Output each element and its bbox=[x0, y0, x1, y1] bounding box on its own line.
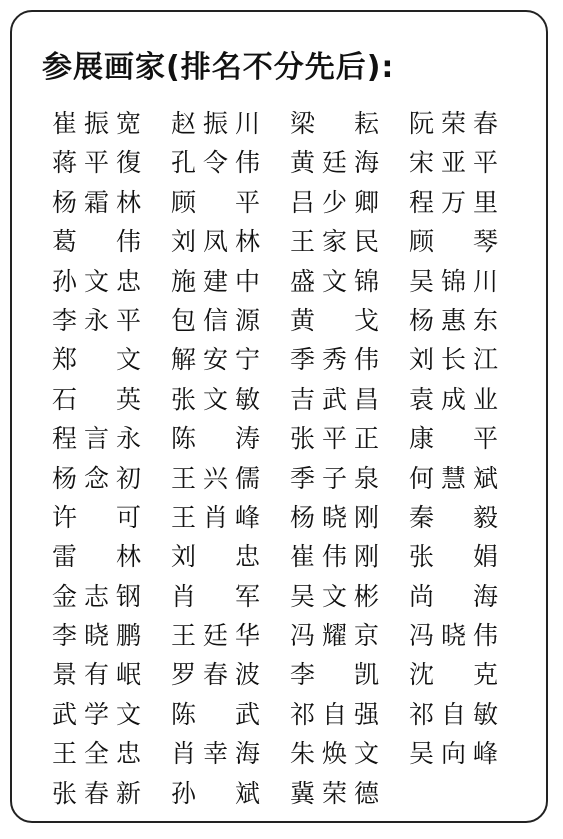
artist-name: 宋 亚 平 bbox=[409, 148, 498, 178]
artist-name: 杨 惠 东 bbox=[409, 305, 498, 335]
artist-name: 刘 凤 林 bbox=[171, 227, 260, 257]
artist-name: 崔 伟 刚 bbox=[290, 542, 379, 572]
artist-name: 秦 毅 bbox=[409, 502, 498, 532]
artist-name: 吉 武 昌 bbox=[290, 384, 379, 414]
artist-name: 刘 长 江 bbox=[409, 345, 498, 375]
artist-name-grid bbox=[52, 104, 528, 813]
artist-name: 冯 晓 伟 bbox=[409, 621, 498, 651]
artist-name: 尚 海 bbox=[409, 581, 498, 611]
artist-name: 顾 平 bbox=[171, 187, 260, 217]
artist-name: 包 信 源 bbox=[171, 305, 260, 335]
artist-name: 孙 文 忠 bbox=[52, 266, 141, 296]
artist-name: 李 凯 bbox=[290, 660, 379, 690]
artist-name: 康 平 bbox=[409, 424, 498, 454]
artist-name: 黄 戈 bbox=[290, 305, 379, 335]
artist-name: 李 晓 鹏 bbox=[52, 621, 141, 651]
artist-name: 吕 少 卿 bbox=[290, 187, 379, 217]
artist-name: 梁 耘 bbox=[290, 109, 379, 138]
artist-name: 肖 幸 海 bbox=[171, 739, 260, 769]
artist-name: 祁 自 强 bbox=[290, 699, 379, 729]
artist-name: 王 家 民 bbox=[290, 227, 379, 257]
artist-name: 金 志 钢 bbox=[52, 581, 141, 611]
artist-name: 孔 令 伟 bbox=[171, 148, 260, 178]
artist-name: 祁 自 敏 bbox=[409, 699, 498, 729]
artist-name: 孙 斌 bbox=[171, 778, 260, 808]
artist-name: 陈 武 bbox=[171, 699, 260, 729]
artist-name: 景 有 岷 bbox=[52, 660, 141, 690]
artist-name: 武 学 文 bbox=[52, 699, 141, 729]
artist-name: 许 可 bbox=[52, 502, 141, 532]
artist-name: 盛 文 锦 bbox=[290, 266, 379, 296]
artist-name: 杨 霜 林 bbox=[52, 187, 141, 217]
artist-name: 吴 锦 川 bbox=[409, 266, 498, 296]
artist-name: 施 建 中 bbox=[171, 266, 260, 296]
artist-name: 阮 荣 春 bbox=[409, 109, 498, 138]
artist-name: 王 全 忠 bbox=[52, 739, 141, 769]
artist-name: 吴 文 彬 bbox=[290, 581, 379, 611]
artist-name: 程 言 永 bbox=[52, 424, 141, 454]
artist-name: 杨 晓 刚 bbox=[290, 502, 379, 532]
artist-name: 季 子 泉 bbox=[290, 463, 379, 493]
artist-name: 季 秀 伟 bbox=[290, 345, 379, 375]
artist-name: 黄 廷 海 bbox=[290, 148, 379, 178]
artist-name: 刘 忠 bbox=[171, 542, 260, 572]
artist-name: 冀 荣 德 bbox=[290, 778, 379, 808]
artist-name: 赵 振 川 bbox=[171, 109, 260, 138]
artist-name: 沈 克 bbox=[409, 660, 498, 690]
artist-name: 张 平 正 bbox=[290, 424, 379, 454]
artist-name: 张 娟 bbox=[409, 542, 498, 572]
artist-name: 杨 念 初 bbox=[52, 463, 141, 493]
artist-name: 朱 焕 文 bbox=[290, 739, 379, 769]
artist-name: 郑 文 bbox=[52, 345, 141, 375]
artist-name: 罗 春 波 bbox=[171, 660, 260, 690]
artist-name: 顾 琴 bbox=[409, 227, 498, 257]
artist-name: 解 安 宁 bbox=[171, 345, 260, 375]
artist-name: 张 春 新 bbox=[52, 778, 141, 808]
artist-name: 吴 向 峰 bbox=[409, 739, 498, 769]
artist-name: 李 永 平 bbox=[52, 305, 141, 335]
artist-name: 王 肖 峰 bbox=[171, 502, 260, 532]
artist-name: 石 英 bbox=[52, 384, 141, 414]
artist-name: 何 慧 斌 bbox=[409, 463, 498, 493]
artist-name: 张 文 敏 bbox=[171, 384, 260, 414]
artist-name: 崔 振 宽 bbox=[52, 109, 141, 138]
artist-name: 葛 伟 bbox=[52, 227, 141, 257]
artist-name: 雷 林 bbox=[52, 542, 141, 572]
page-title: 参展画家(排名不分先后): bbox=[42, 50, 395, 85]
artist-name: 程 万 里 bbox=[409, 187, 498, 217]
artist-name: 王 廷 华 bbox=[171, 621, 260, 651]
artist-name: 肖 军 bbox=[171, 581, 260, 611]
artist-name: 王 兴 儒 bbox=[171, 463, 260, 493]
artist-name: 陈 涛 bbox=[171, 424, 260, 454]
artist-name: 冯 耀 京 bbox=[290, 621, 379, 651]
artist-name: 蒋 平 復 bbox=[52, 148, 141, 178]
artist-name: 袁 成 业 bbox=[409, 384, 498, 414]
